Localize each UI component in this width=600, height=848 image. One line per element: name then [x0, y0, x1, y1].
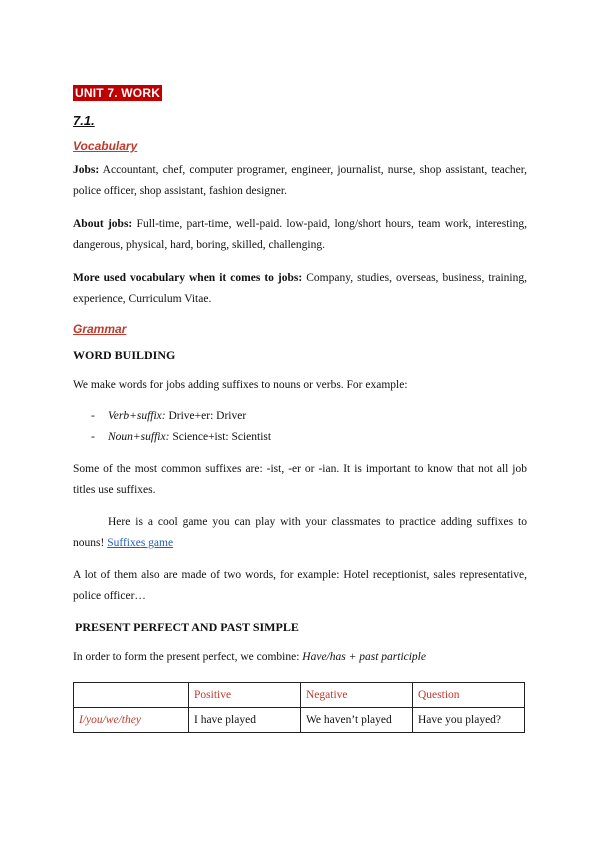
word-building-intro: We make words for jobs adding suffixes to nouns or verbs. For example: — [73, 379, 408, 391]
jobs-paragraph — [73, 160, 527, 202]
table-header-positive: Positive — [189, 683, 301, 708]
present-perfect-formula: Have/has + past participle — [302, 651, 426, 663]
table-header-negative: Negative — [301, 683, 413, 708]
more-vocabulary-text: Company, studies, overseas, business, training, experience, Curriculum Vitae. — [73, 272, 527, 305]
document-page — [73, 84, 527, 733]
word-building-title: WORD BUILDING — [73, 348, 176, 362]
more-vocabulary-paragraph — [73, 268, 527, 310]
table-header-question: Question — [413, 683, 525, 708]
suffix-example-noun: - Noun+suffix: Science+ist: Scientist — [91, 427, 527, 448]
present-perfect-form: In order to form the present perfect, we combine: Have/has + past participle — [73, 651, 426, 663]
section-number: 7.1. — [73, 113, 95, 128]
jobs-label: Jobs: — [73, 164, 100, 176]
table-cell-positive: I have played — [189, 708, 301, 733]
about-jobs-text: Full-time, part-time, well-paid. low-paid, long/short hours, team work, interesting, dangerous, physical, hard, boring, skilled, challenging. — [73, 218, 527, 251]
table-cell-question: Have you played? — [413, 708, 525, 733]
about-jobs-label: About jobs: — [73, 218, 133, 230]
present-perfect-table — [73, 682, 525, 733]
grammar-heading: Grammar — [73, 322, 127, 336]
present-perfect-title: PRESENT PERFECT AND PAST SIMPLE — [75, 620, 299, 634]
table-row — [74, 708, 525, 733]
table-header-cell — [74, 683, 189, 708]
two-words-paragraph: A lot of them also are made of two words, for example: Hotel receptionist, sales representative, police officer… — [73, 569, 527, 602]
jobs-text: Accountant, chef, computer programer, engineer, journalist, nurse, shop assistant, teacher, police officer, shop assistant, fashion designer. — [73, 164, 527, 197]
about-jobs-paragraph — [73, 214, 527, 256]
table-cell-negative: We haven’t played — [301, 708, 413, 733]
unit-title: UNIT 7. WORK — [75, 86, 161, 100]
suffix-game-text: Here is a cool game you can play with your classmates to practice adding suffixes to nouns! — [73, 516, 527, 549]
suffixes-game-link[interactable]: Suffixes game — [107, 537, 174, 549]
vocabulary-heading: Vocabulary — [73, 139, 138, 153]
suffix-game-paragraph — [73, 512, 527, 554]
more-vocabulary-label: More used vocabulary when it comes to jobs: — [73, 272, 303, 284]
common-suffixes-paragraph: Some of the most common suffixes are: -ist, -er or -ian. It is important to know that not all job titles use suffixes. — [73, 463, 527, 496]
table-header-row — [74, 683, 525, 708]
suffix-examples-list — [73, 406, 527, 448]
table-cell-subject: I/you/we/they — [74, 708, 189, 733]
suffix-example-verb: - Verb+suffix: Drive+er: Driver — [91, 406, 527, 427]
